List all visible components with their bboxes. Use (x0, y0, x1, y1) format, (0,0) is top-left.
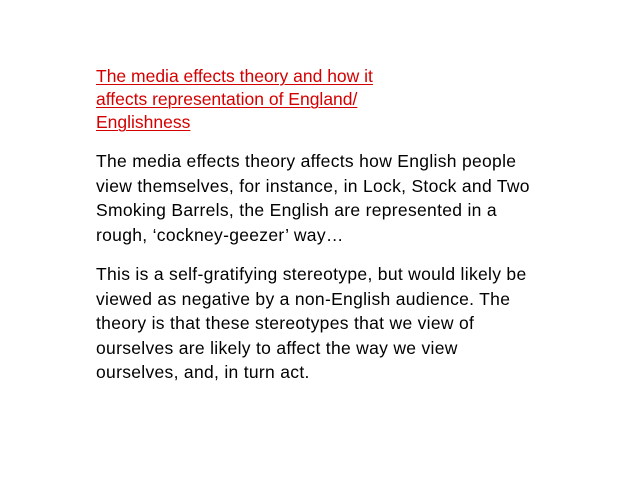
paragraph-line: theory is that these stereotypes that we view of (96, 313, 475, 333)
body-paragraph (96, 149, 576, 247)
paragraph-line: The media effects theory affects how English people (96, 151, 517, 171)
paragraph-line: view themselves, for instance, in Lock, Stock and Two (96, 175, 530, 196)
slide-title-line: The media effects theory and how it (96, 66, 373, 86)
paragraph-line: ourselves are likely to affect the way we view (96, 337, 458, 358)
paragraph-line: rough, ‘cockney-geezer’ way… (96, 224, 344, 245)
paragraph-line: This is a self-gratifying stereotype, but would likely be (96, 264, 527, 284)
paragraph-line: Smoking Barrels, the English are represented in a (96, 200, 497, 220)
slide-title-line: affects representation of England/ (96, 89, 358, 109)
paragraph-line: ourselves, and, in turn act. (96, 362, 310, 382)
paragraph-line: viewed as negative by a non-English audience. The (96, 288, 511, 309)
body-paragraph (96, 262, 576, 385)
slide-body (96, 149, 576, 385)
slide-title-line: Englishness (96, 112, 191, 132)
slide-title (96, 65, 456, 134)
